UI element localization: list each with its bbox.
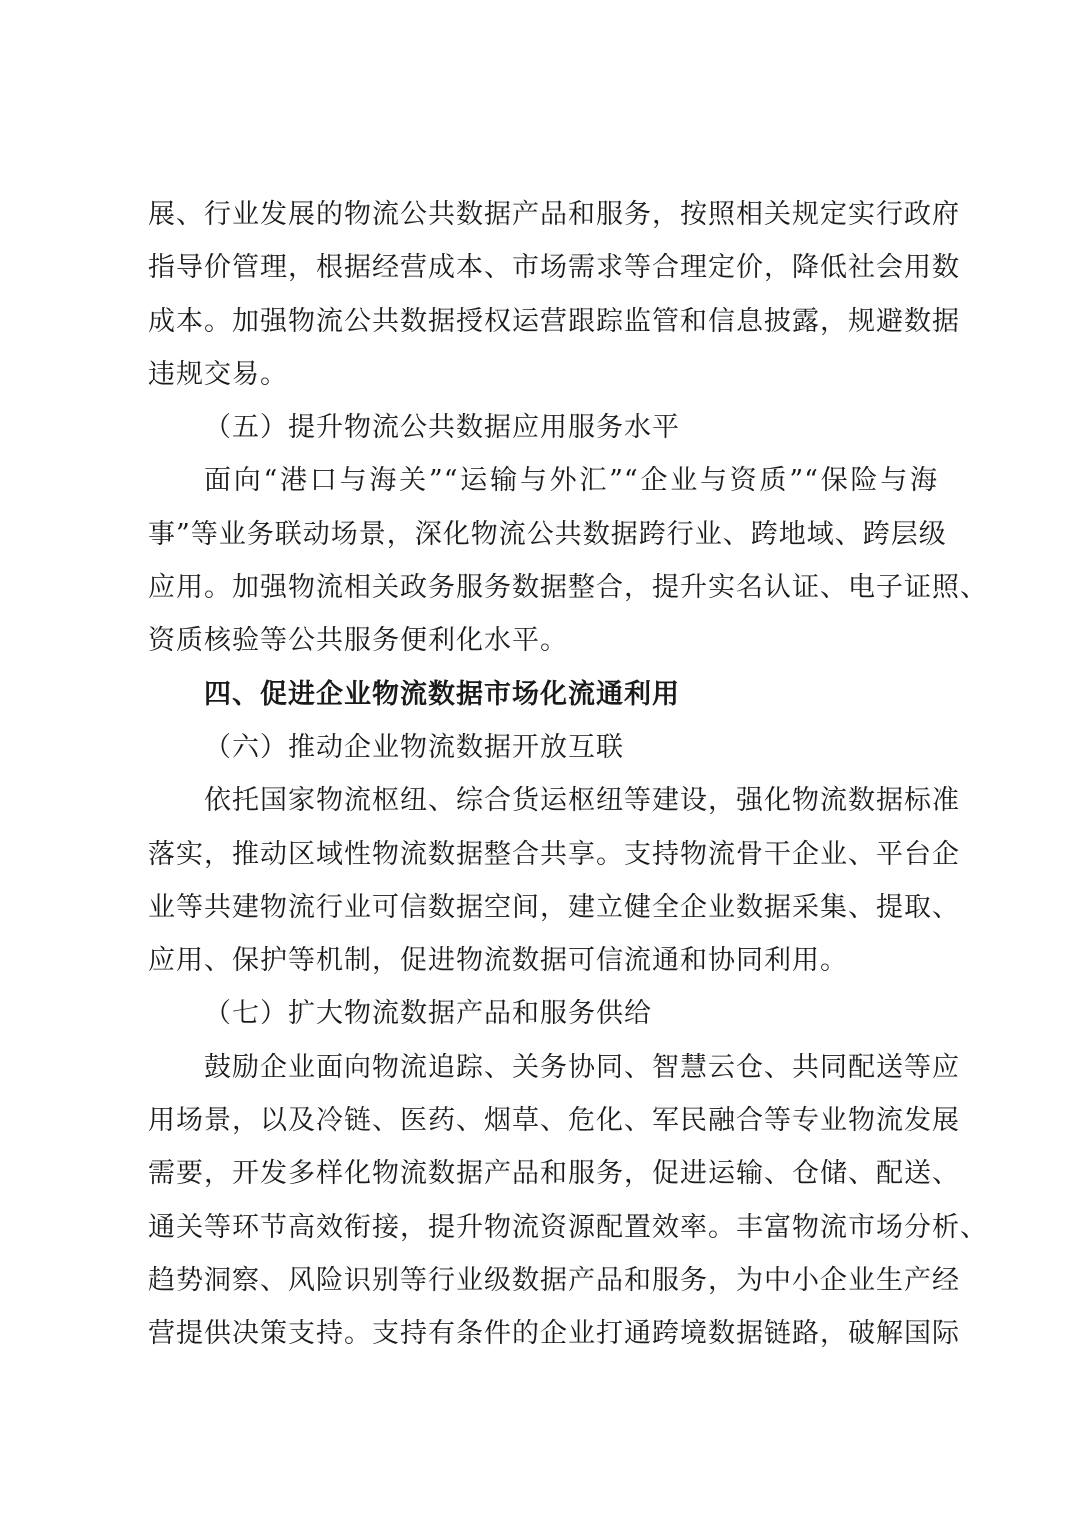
- document-body: [148, 188, 988, 1361]
- paragraph-line: 违规交易。: [148, 358, 288, 390]
- paragraph-line: 事”等业务联动场景，深化物流公共数据跨行业、跨地域、跨层级: [148, 518, 947, 550]
- paragraph-line: 需要，开发多样化物流数据产品和服务，促进运输、仓储、配送、: [148, 1158, 960, 1190]
- paragraph-line: 业等共建物流行业可信数据空间，建立健全企业数据采集、提取、: [148, 891, 960, 923]
- paragraph-line: 鼓励企业面向物流追踪、关务协同、智慧云仓、共同配送等应: [204, 1051, 960, 1083]
- section-subheading-7: （七）扩大物流数据产品和服务供给: [204, 998, 652, 1030]
- paragraph-line: 应用。加强物流相关政务服务数据整合，提升实名认证、电子证照、: [148, 572, 988, 604]
- paragraph-line: 通关等环节高效衔接，提升物流资源配置效率。丰富物流市场分析、: [148, 1211, 988, 1243]
- section-subheading-6: （六）推动企业物流数据开放互联: [204, 731, 624, 763]
- paragraph-line: 资质核验等公共服务便利化水平。: [148, 625, 568, 657]
- paragraph-line: 面向“港口与海关”“运输与外汇”“企业与资质”“保险与海: [204, 465, 938, 497]
- paragraph-line: 趋势洞察、风险识别等行业级数据产品和服务，为中小企业生产经: [148, 1264, 960, 1296]
- paragraph-line: 落实，推动区域性物流数据整合共享。支持物流骨干企业、平台企: [148, 838, 960, 870]
- paragraph-line: 指导价管理，根据经营成本、市场需求等合理定价，降低社会用数: [148, 252, 960, 284]
- section-heading-4: 四、促进企业物流数据市场化流通利用: [204, 678, 680, 710]
- section-subheading-5: （五）提升物流公共数据应用服务水平: [204, 412, 680, 444]
- paragraph-line: 展、行业发展的物流公共数据产品和服务，按照相关规定实行政府: [148, 199, 960, 230]
- paragraph-line: 用场景，以及冷链、医药、烟草、危化、军民融合等专业物流发展: [148, 1105, 960, 1137]
- paragraph-line: 依托国家物流枢纽、综合货运枢纽等建设，强化物流数据标准: [204, 785, 960, 817]
- paragraph-line: 应用、保护等机制，促进物流数据可信流通和协同利用。: [148, 945, 848, 977]
- paragraph-line: 成本。加强物流公共数据授权运营跟踪监管和信息披露，规避数据: [148, 305, 960, 337]
- paragraph-line: 营提供决策支持。支持有条件的企业打通跨境数据链路，破解国际: [148, 1318, 960, 1350]
